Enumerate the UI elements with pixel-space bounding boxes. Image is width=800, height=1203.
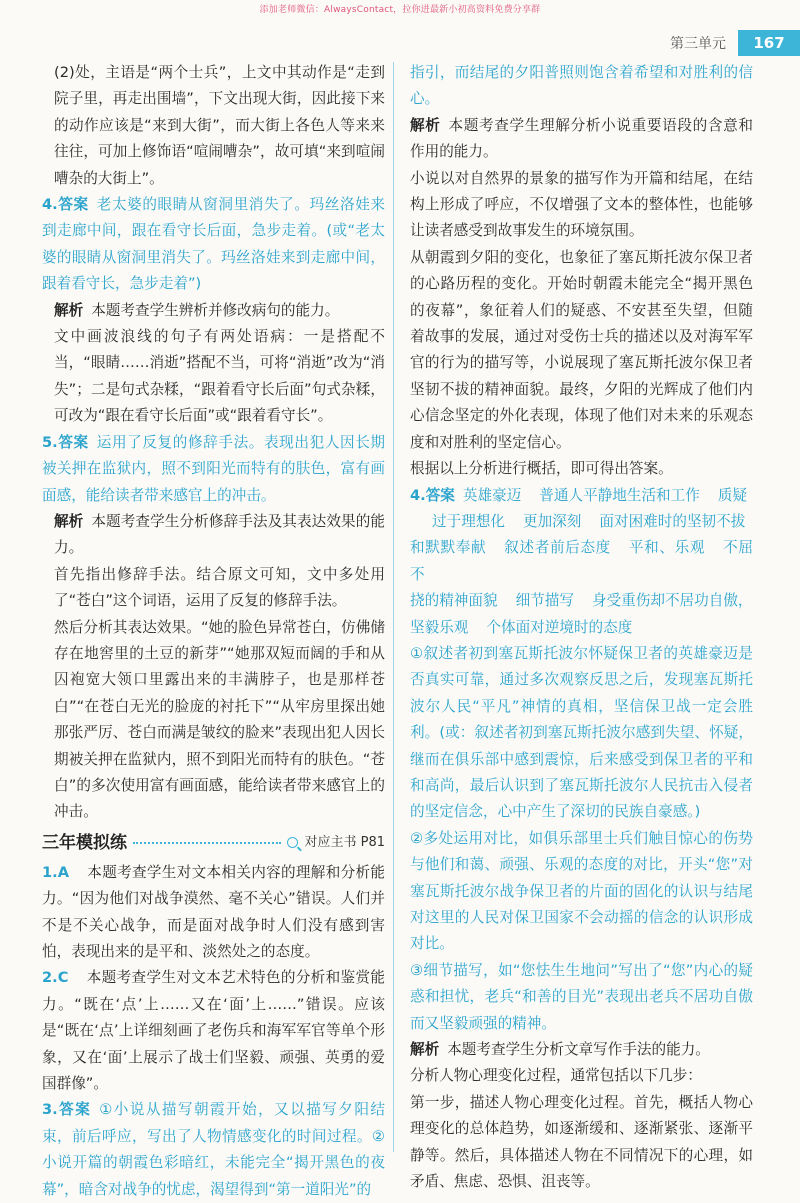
- answer-tag: 答案: [57, 433, 89, 451]
- q4-explanation: [410, 1037, 753, 1063]
- explanation-tag: 解析: [54, 301, 84, 319]
- keyword: 面对困难时的坚韧不拔: [599, 512, 746, 530]
- keyword: 过于理想化: [432, 512, 505, 530]
- answer-text: 老太婆的眼睛从窗洞里消失了。玛丝洛娃来到走廊中间，跟在看守长后面，急步走着。(或“老太婆的眼睛从窗洞里消失了。玛丝洛娃来到走廊中间，跟着看守长，急步走着”): [42, 196, 385, 293]
- page-header: [670, 30, 800, 56]
- paragraph: 分析人物心理变化过程，通常包括以下几步：: [410, 1067, 702, 1085]
- column-divider: [393, 62, 394, 1152]
- section-header: [42, 828, 385, 858]
- paragraph: 根据以上分析进行概括，即可得出答案。: [410, 460, 673, 478]
- keyword: 挠的精神面貌: [410, 592, 498, 610]
- answer-tag: 答案: [57, 196, 89, 214]
- answer-paragraph: ①叙述者初到塞瓦斯托波尔怀疑保卫者的英雄豪迈是否真实可靠，通过多次观察反思之后，发现塞瓦斯托波尔人民“平凡”神情的真相，坚信保卫战一定会胜利。(或：叙述者初到塞瓦斯托波尔感到失望、怀疑，继而在俱乐部中感到震惊，后来感受到保卫者的平和和高尚，最后认识到了塞瓦斯托波尔人民抗击入侵者的坚定信念，心中产生了深切的民族自豪感。): [410, 644, 753, 821]
- q3-answer: [42, 1097, 385, 1203]
- q3-explanation: [410, 113, 753, 166]
- paragraph: (2)处，主语是“两个士兵”，上文中其动作是“走到院子里，再走出围墙”，下文出现大街，因此接下来的动作应该是“来到大街”，而大街上各色人等来来往往，可加上修饰语“喧闹嘈杂”，故可填“来到喧闹嘈杂的大街上”。: [54, 64, 385, 187]
- answer-letter: A: [57, 863, 69, 881]
- unit-name: 第三单元: [670, 36, 726, 52]
- question-number: 1.: [42, 863, 58, 881]
- question-number: 5.: [42, 433, 58, 451]
- keyword: 叙述者前后态度: [504, 539, 611, 557]
- keyword: 平和、乐观: [628, 539, 706, 557]
- explanation-tag: 解析: [410, 1041, 440, 1059]
- keyword: 和默默奉献: [410, 539, 487, 557]
- page-number: 167: [738, 30, 800, 56]
- left-column: [42, 60, 385, 1203]
- paragraph: 从朝霞到夕阳的变化，也象征了塞瓦斯托波尔保卫者的心路历程的变化。开始时朝霞未能完全“揭开黑色的夜幕”，象征着人们的疑惑、不安甚至失望，但随着故事的发展，通过对受伤士兵的描述以及对海军军官的行为的描写等，小说展现了塞瓦斯托波尔保卫者坚韧不拔的精神面貌。最终，夕阳的光辉成了他们内心信念坚定的外化表现，体现了他们对未来的乐观态度和对胜利的坚定信心。: [410, 248, 753, 451]
- q4-explanation: [42, 298, 385, 324]
- keyword: 更加深刻: [522, 512, 582, 530]
- keyword: 坚毅乐观: [410, 618, 469, 636]
- question-text: 本题考查学生对文本艺术特色的分析和鉴赏能力。“既在‘点’上……又在‘面’上……”错误。应该是“既在‘点’上详细刻画了老伤兵和海军军官等单个形象，又在‘面’上展示了战士们坚毅、顽强、英勇的爱国群像”。: [42, 969, 385, 1093]
- q5-explanation: [42, 509, 385, 562]
- keyword: 身受重伤却不居功自傲，: [591, 592, 753, 610]
- question-number: 4.: [410, 486, 426, 504]
- answer-tag: 答案: [425, 486, 455, 504]
- section-title: 三年模拟练: [42, 832, 127, 853]
- paragraph: 第一步，描述人物心理变化过程。首先，概括人物心理变化的总体趋势，如逐渐缓和、逐渐紧张、逐渐平静等。然后，具体描述人物在不同情况下的心理，如矛盾、焦虑、恐惧、沮丧等。: [410, 1093, 753, 1191]
- answer-continuation: 指引，而结尾的夕阳普照则饱含着希望和对胜利的信心。: [410, 64, 753, 108]
- question-text: 本题考查学生对文本相关内容的理解和分析能力。“因为他们对战争漠然、毫不关心”错误。人们并不是不关心战争，而是面对战争时人们没有感到害怕，表现出来的是平和、淡然处之的态度。: [42, 863, 385, 960]
- question-number: 3.: [42, 1101, 58, 1119]
- section-reference: 对应主书 P81: [304, 834, 385, 850]
- keyword: 质疑: [717, 486, 748, 504]
- explanation-text: 本题考查学生分析修辞手法及其表达效果的能力。: [54, 512, 385, 557]
- answer-paragraph: ③细节描写，如“您怯生生地问”写出了“您”内心的疑惑和担忧，老兵“和善的目光”表现出老兵不居功自傲而又坚毅顽强的精神。: [410, 961, 753, 1032]
- q5-answer: [42, 430, 385, 509]
- q2-item: [42, 965, 385, 1097]
- paragraph: 首先指出修辞手法。结合原文可知，文中多处用了“苍白”这个词语，运用了反复的修辞手法。: [54, 565, 385, 610]
- keyword: 英雄豪迈: [462, 486, 522, 504]
- explanation-text: 本题考查学生辨析并修改病句的能力。: [91, 301, 340, 319]
- explanation-text: 本题考查学生分析文章写作手法的能力。: [447, 1041, 710, 1059]
- explanation-tag: 解析: [410, 116, 441, 134]
- explanation-tag: 解析: [54, 512, 84, 530]
- keyword: 细节描写: [515, 592, 574, 610]
- keyword: 普通人平静地生活和工作: [539, 486, 700, 504]
- section-dotted-line: [133, 842, 281, 844]
- answer-text: 运用了反复的修辞手法。表现出犯人因长期被关押在监狱内，照不到阳光而特有的肤色，富有画面感，能给读者带来感官上的冲击。: [42, 433, 385, 504]
- paragraph: 小说以对自然界的景象的描写作为开篇和结尾，在结构上形成了呼应，不仅增强了文本的整体性，也能够让读者感受到故事发生的环境氛围。: [410, 169, 753, 240]
- keyword: 不屈不: [410, 539, 753, 583]
- q4-answer: [42, 192, 385, 298]
- paragraph: 文中画波浪线的句子有两处语病：一是搭配不当，“眼睛……消逝”搭配不当，可将“消逝”改为“消失”；二是句式杂糅，“跟着看守长后面”句式杂糅，可改为“跟在看守长后面”或“跟着看守长”。: [54, 328, 385, 425]
- answer-letter: C: [57, 969, 69, 987]
- question-number: 4.: [42, 196, 58, 214]
- keyword: 个体面对逆境时的态度: [486, 618, 633, 636]
- explanation-text: 本题考查学生理解分析小说重要语段的含意和作用的能力。: [410, 116, 753, 161]
- answer-paragraph: ②多处运用对比，如俱乐部里士兵们触目惊心的伤势与他们和蔼、顽强、乐观的态度的对比，开头“您”对塞瓦斯托波尔战争保卫者的片面的固化的认识与结尾对这里的人民对保卫国家不会动摇的信念的认识形成对比。: [410, 829, 753, 953]
- watermark-text: 添加老师微信：AlwaysContact，拉你进最新小初高资料免费分享群: [259, 5, 541, 15]
- q4-keywords: [410, 483, 753, 641]
- question-number: 2.: [42, 969, 58, 987]
- answer-tag: 答案: [57, 1101, 92, 1119]
- paragraph: 然后分析其表达效果。“她的脸色异常苍白，仿佛储存在地窖里的土豆的新芽”“她那双短而阔的手和从囚袍宽大领口里露出来的丰满脖子，也是那样苍白”“在苍白无光的脸庞的衬托下”“从牢房里探出她那张严厉、苍白而满是皱纹的脸来”表现出犯人因长期被关押在监狱内，照不到阳光而特有的肤色。“苍白”的多次使用富有画面感，能给读者带来感官上的冲击。: [54, 618, 385, 821]
- answer-text: ①小说从描写朝霞开始，又以描写夕阳结束，前后呼应，写出了人物情感变化的时间过程。②小说开篇的朝霞色彩暗红，未能完全“揭开黑色的夜幕”，暗含对战争的忧虑，渴望得到“第一道阳光”的: [42, 1101, 385, 1198]
- q1-item: [42, 860, 385, 966]
- right-column: [410, 60, 753, 1195]
- search-icon: [287, 837, 298, 848]
